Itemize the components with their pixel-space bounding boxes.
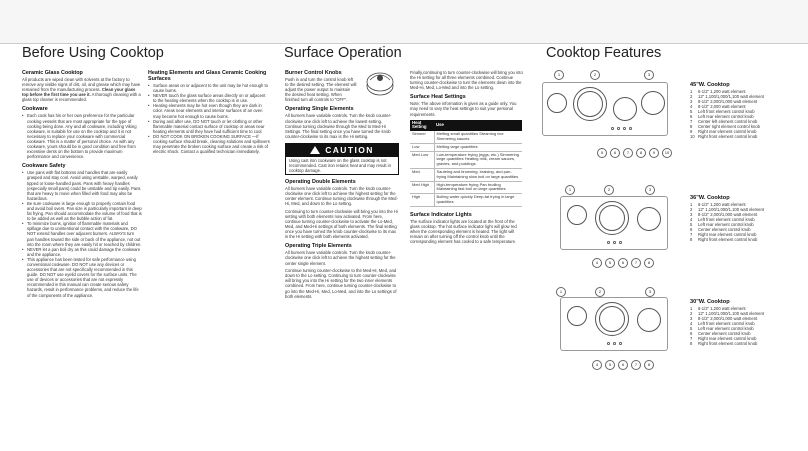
list-item: • NEVER let a pan boil dry as this could damage the cookware and the appliance. (22, 247, 142, 257)
legend-heading: 36"W. Cooktop (690, 195, 730, 201)
callout-10: 10 (662, 148, 672, 158)
callout-3: 3 (645, 185, 655, 195)
legend-36 (690, 196, 764, 242)
table-row: Low Melting large quantities (410, 143, 522, 151)
cookware-heading: Cookware (22, 106, 48, 113)
table-row: High Boiling water quickly Deep-fat frying in large quantities (410, 194, 522, 207)
list-item: 5 Left front element control knob (690, 109, 755, 114)
list-item: 1 6-1/2" 1,200 watt element (690, 89, 746, 94)
before-title: Before Using Cooktop (22, 45, 164, 61)
double-heading: Operating Double Elements (285, 178, 356, 185)
callout-5: 5 (605, 258, 615, 268)
list-item: • Be sure cookware is large enough to properly contain food and avoid boil overs. Pan size is particularly important in deep fat frying. Pan should accommodate the volume of food that is to be added as well as the bubble action of fat. (22, 201, 142, 221)
caution-box (285, 143, 399, 175)
callout-3: 3 (645, 287, 655, 297)
callout-6: 6 (618, 360, 628, 370)
knobs-text: Push in and turn the control knob left to the desired setting. The element will adjust the power output to maintain the desired heat setting. When finished turn all controls to "OFF". (285, 77, 357, 103)
list-item: 3 8-1/2" 2,000/1,000 watt element (690, 316, 758, 321)
list-item: 6 Center element control knob (690, 331, 751, 336)
list-item: 4 Left front element control knob (690, 217, 755, 222)
callout-3: 3 (644, 70, 654, 80)
list-item: 8 Center right element control knob (690, 124, 760, 129)
callout-6: 6 (618, 258, 628, 268)
list-item: • Heating elements may be hot even though they are dark in color. Areas near elements and interior surfaces of an oven may become hot enough to cause burns. (148, 103, 270, 118)
list-item: 4 8-1/2" 2,000 watt element (690, 104, 746, 109)
legend-45 (690, 83, 764, 139)
list-item: • DO NOT COOK ON BROKEN COOKING SURFACE —If cooking surface should break, cleaning solutions and spillovers may penetrate the broken cooking surface and create a risk of electric shock. Contact a qualified technician immediately. (148, 134, 270, 154)
callout-7: 7 (623, 148, 633, 158)
list-item: 7 Center left element control knob (690, 119, 758, 124)
callout-8: 8 (636, 148, 646, 158)
callout-9: 9 (649, 148, 659, 158)
list-item: 7 Right rear element control knob (690, 336, 757, 341)
triple-heading: Operating Triple Elements (285, 243, 352, 250)
before-col-2 (148, 70, 270, 154)
surface-title: Surface Operation (284, 45, 402, 61)
callout-8: 8 (644, 258, 654, 268)
list-item: 1 6-1/2" 1,200 watt element (690, 202, 746, 207)
list-item: • NEVER touch the glass surface areas directly on or adjacent to the heating elements when the cooktop is in use. (148, 93, 270, 103)
double-text-2: Continuing to turn counter-clockwise will bring you into the Hi setting with both elements now activated. From here, continue turning counter-clockwise to activate the Lo-Med, Med, and Med-Hi settings of both elements. The final setting once you have turned the knob counter-clockwise to its max is the Hi setting with both elements activated. (285, 208, 398, 240)
list-item: 2 12" 1,100/1,000/1,100 watt element (690, 94, 764, 99)
before-col-1 (22, 70, 142, 298)
warning-icon (310, 146, 320, 154)
callout-6: 6 (610, 148, 620, 158)
callout-1: 1 (556, 287, 566, 297)
settings-note: Note: The above information is given as a guide only. You may need to vary the heat settings to suit your personal requirements. (410, 101, 517, 117)
list-item: • During and after use, DO NOT touch or let clothing or other flammable material contact surface of cooktop or areas near heating elements until they have had sufficient time to cool. (148, 119, 270, 134)
safety-heading: Cookware Safety (22, 163, 66, 170)
surface-col-1 (285, 70, 399, 301)
cooktop-45-diagram (542, 82, 668, 136)
callout-1: 1 (565, 185, 575, 195)
glass-text: All products are wiped clean with solvents at the factory to remove any visible signs of dirt, oil, and grease which may have remained from the manufacturing process. Clean your glass top before the first time you use it. A thorough cleaning with a glass top cleaner is recommended. (22, 77, 141, 103)
list-item: • Use pans with flat bottoms and handles that are easily grasped and stay cool. Avoid using unstable, warped, easily tipped or loose-handled pans. Pans with heavy handles (especially small pans) could be unstable and tip easily. Pans that are heavy to move when filled with food may also be hazardous. (22, 170, 142, 201)
list-item: 7 Right rear element control knob (690, 232, 757, 237)
callout-5: 5 (597, 148, 607, 158)
table-row: Med Low Low-temperature frying (eggs, etc.) Simmering large quantities Heating milk, cream sauces, gravies, and puddings (410, 151, 522, 168)
callout-1: 1 (554, 70, 564, 80)
list-item: • This appliance has been tested for safe performance using conventional cookware. DO NOT use any devices or accessories that are not specifically recommended in this guide. DO NOT use eyelid covers for the surface units. The use of devices or accessories that are not expressly recommended in this manual can create serious safety hazards, result in performance problems, and reduce the life of the components of the appliance. (22, 257, 142, 298)
cookware-item: • Each cook has his or her own preference for the particular cooking vessels that are most appropriate for the type of cooking being done. Any and all cookware, including Viking cookware, is suitable for use on the cooktop and it is not necessary to replace your cookware with commercial cookware. This is a matter of personal choice. As with any cookware, yours should be in good condition and free from excessive dents on the bottom to provide maximum performance and convenience. (22, 113, 142, 159)
table-row: Simmer Melting small quantities Steaming rice Simmering sauces (410, 131, 522, 143)
list-item: 9 Right rear element control knob (690, 129, 757, 134)
callout-2: 2 (604, 185, 614, 195)
safety-list (22, 170, 142, 297)
legend-30 (690, 300, 764, 346)
callout-4: 4 (592, 360, 602, 370)
list-item: 3 8-1/2" 2,000/1,000 watt element (690, 212, 758, 217)
list-item: 5 Left rear element control knob (690, 222, 754, 227)
table-header: Use (434, 120, 522, 132)
elements-heading: Heating Elements and Glass Ceramic Cooking Surfaces (148, 70, 267, 82)
callout-2: 2 (595, 287, 605, 297)
list-item: 2 12" 1,100/1,000/1,100 watt element (690, 311, 764, 316)
control-knob-icon (365, 68, 395, 98)
table-header: Heat Setting (410, 120, 434, 132)
double-text: All burners have variable controls. Turn the knob counter-clockwise one click left to achieve the highest setting for the center element. Continue turning clockwise through the Med-Hi, Med, and down to the Lo setting. (285, 185, 398, 207)
list-item: 5 Left rear element control knob (690, 326, 754, 331)
caution-header: CAUTION (286, 144, 398, 157)
list-item: 10 Right front element control knob (690, 134, 758, 139)
list-item: 8 Right front element control knob (690, 237, 758, 242)
callout-7: 7 (631, 360, 641, 370)
single-heading: Operating Single Elements (285, 106, 354, 113)
callout-7: 7 (631, 258, 641, 268)
cooktop-36-diagram (560, 196, 668, 250)
list-item: 4 Left front element control knob (690, 321, 755, 326)
heat-settings-table (410, 120, 522, 207)
list-item: • Surface areas on or adjacent to the unit may be hot enough to cause burns. (148, 83, 270, 93)
settings-heading: Surface Heat Settings (410, 94, 466, 101)
indicator-heading: Surface Indicator Lights (410, 211, 472, 218)
final-text: Finally,continuing to turn counter-clockwise will bring you into the Hi setting for all three elements combined. Continue turning counter-clockwise to turn the elements down into the Med-Hi, Med, Lo-Med and into the Lo setting. (410, 70, 523, 91)
knobs-heading: Burner Control Knobs (285, 70, 342, 76)
surface-col-2 (410, 70, 524, 247)
elements-list (148, 83, 270, 154)
legend-heading: 45"W. Cooktop (690, 82, 730, 88)
list-item: 6 Center element control knob (690, 227, 751, 232)
list-item: 8 Right front element control knob (690, 341, 758, 346)
glass-heading: Ceramic Glass Cooktop (22, 70, 83, 76)
callout-8: 8 (644, 360, 654, 370)
indicator-text: The surface indicator lights are located at the front of the glass cooktop. The hot surface indicator light will glow red when the corresponding element is heated. The light will remain on after turning off the control knob until the corresponding element has cooled to a safe temperature. (410, 218, 517, 245)
caution-text: Using cast iron cookware on the glass cooktop is not recommended. Cast iron retains heat and may result in cooktop damage. (289, 157, 391, 173)
cooktop-30-diagram (560, 297, 668, 351)
callout-5: 5 (605, 360, 615, 370)
header-band (0, 0, 808, 44)
single-text: All burners have variable controls. Turn the knob counter-clockwise one click left to achieve the lowest setting. Continue turning clockwise through the Med to Med-Hi Settings. The final setting once you have turned the knob counter-clockwise to its max is the Hi setting. (285, 113, 392, 139)
callout-4: 4 (592, 258, 602, 268)
callout-2: 2 (590, 70, 600, 80)
list-item: 1 6-1/2" 1,200 watt element (690, 306, 746, 311)
list-item: 6 Left rear element control knob (690, 114, 754, 119)
triple-text: All burners have variable controls. Turn the knob counter-clockwise one click left to achieve the highest setting for the center single element. (285, 250, 396, 266)
legend-heading: 30"W. Cooktop (690, 299, 730, 305)
table-row: Med Sauteing and browning, braising, and pan-frying Maintaining slow boil on large quantities (410, 169, 522, 182)
triple-text-2: Continue turning counter-clockwise to the Med-Hi, Med, and down to the Lo setting. Continuing to turn counter-clockwise will bring you into the Hi setting for the two inner elements combined. From here, continue turning counter-clockwise to go into the Med-Hi, Med, Lo-Med, and into the Lo settings of both elements. (285, 268, 397, 299)
table-row: Med High High-temperature frying Pan broiling Maintaining fast boil on large quantities (410, 181, 522, 194)
list-item: 2 12" 1,100/1,000/1,100 watt element (690, 207, 764, 212)
features-title: Cooktop Features (546, 45, 662, 61)
list-item: • To minimize burns, ignition of flammable materials and spillage due to unintentional contact with the cookware, DO NOT extend handles over adjacent burners. ALWAYS turn pan handles toward the side or back of the appliance, not out into the room where they are easily hit or reached by children. (22, 221, 142, 246)
list-item: 3 8-1/2" 2,000/1,000 watt element (690, 99, 758, 104)
